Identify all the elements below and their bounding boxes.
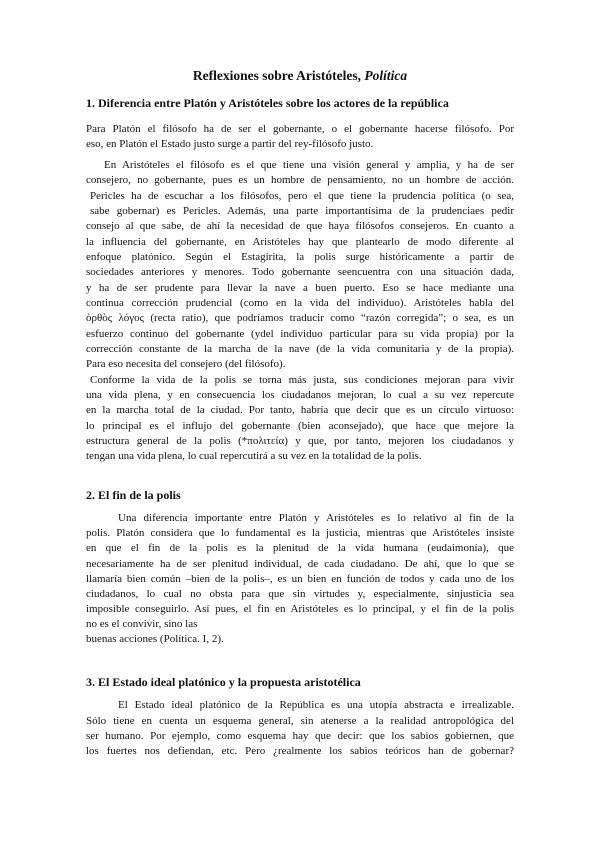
paragraph-line: Para eso necesita del consejero (del filósofo). — [86, 358, 286, 370]
paragraph-line: enfoque platónico. Según el Estagirita, la polis surge históricamente a partir de — [86, 251, 514, 263]
section-heading-2: 2. El fin de la polis — [86, 488, 181, 502]
paragraph-line: consejero, no gobernante, pues es un hombre de pensamiento, no un hombre de acción. — [86, 174, 514, 186]
paragraph-line: buenas acciones (Política. I, 2). — [86, 633, 224, 645]
paragraph-line: necesariamente ha de ser plenitud individual, de cada ciudadano. De ahí, que lo que se — [86, 558, 514, 570]
section-heading-1: 1. Diferencia entre Platón y Aristóteles sobre los actores de la república — [86, 96, 449, 110]
paragraph-line: Para Platón el filósofo ha de ser el gobernante, o el gobernante hacerse filósofo. Por — [86, 123, 514, 135]
title-text: Reflexiones sobre Aristóteles, — [192, 68, 365, 83]
paragraph-line: sociedades anteriores y menores. Todo gobernante seencuentra con una situación dada, — [86, 266, 514, 278]
document-title — [0, 68, 600, 84]
section-heading-3: 3. El Estado ideal platónico y la propuesta aristotélica — [86, 675, 361, 689]
paragraph-line: tengan una vida plena, lo cual repercutirá a su vez en la totalidad de la polis. — [86, 450, 422, 462]
paragraph-line: lo principal es el influjo del gobernante (bien aconsejado), que hace que mejore la — [86, 420, 514, 432]
paragraph-line: llamaría bien común –bien de la polis–, es un bien en función de todos y cada uno de los — [86, 573, 514, 585]
paragraph-line: sabe gobernar) es Pericles. Además, una parte importantísima de la prudenciaes pedir — [90, 205, 514, 217]
paragraph-line: en la marcha total de la ciudad. Por tanto, habría que decir que es un círculo virtuoso: — [86, 404, 514, 416]
paragraph-line: ser humano. Por ejemplo, como esquema hay que decir: que los sabios gobiernen, que — [86, 730, 514, 742]
paragraph-line: los fuertes nos defiendan, etc. Pero ¿realmente los sabios teóricos han de gobernar? — [86, 745, 514, 757]
paragraph-line: esfuerzo continuo del gobernante (ydel individuo particular para su vida propia) por la — [86, 328, 514, 340]
paragraph-line: eso, en Platón el Estado justo surge a partir del rey-filósofo justo. — [86, 138, 374, 150]
paragraph-line: estructura general de la polis (*πολιτεία) y que, por tanto, mejoren los ciudadanos y — [86, 435, 514, 447]
paragraph-line: continua corrección prudencial (como en la vida del individuo). Aristóteles habla del — [86, 297, 514, 309]
paragraph-line: la influencia del gobernante, en Aristóteles hay que plantearlo de modo diferente al — [86, 236, 514, 248]
paragraph-line: Pericles ha de escuchar a los filósofos, pero el que tiene la prudencia política (o sea, — [90, 190, 514, 202]
paragraph-line: Sólo tiene en cuenta un esquema general, sin atenerse a la realidad antropológica del — [86, 715, 514, 727]
paragraph-line: Conforme la vida de la polis se torna más justa, sus condiciones mejoran para vivir — [90, 374, 514, 386]
paragraph-line: Una diferencia importante entre Platón y Aristóteles es lo relativo al fin de la — [118, 512, 514, 524]
paragraph-line: y ha de ser prudente para llevar la nave a buen puerto. Eso se hace mediante una — [86, 282, 514, 294]
paragraph-line: una vida plena, y en consecuencia los ciudadanos mejoran, lo cual a su vez repercute — [86, 389, 514, 401]
paragraph-line: El Estado ideal platónico de la República es una utopía abstracta e irrealizable. — [118, 699, 514, 711]
paragraph-line: en que el fin de la polis es la plenitud de la vida humana (eudaimonía), que — [86, 542, 514, 554]
paragraph-line: corrección constante de la marcha de la nave (de la vida comunitaria y de la propia). — [86, 343, 514, 355]
paragraph-line: ciudadanos, lo cual no obsta para que sin virtudes y, especialmente, sinjusticia sea — [86, 588, 514, 600]
paragraph-line: consejo al que sabe, de ahí la necesidad de que haya filósofos consejeros. En cuanto a — [86, 220, 514, 232]
paragraph-line: imposible conseguirlo. Así pues, el fin en Aristóteles es lo principal, y el fin de la polis — [86, 603, 514, 615]
paragraph-line: polis. Platón considera que lo fundamental es la justicia, mientras que Aristóteles insiste — [86, 527, 514, 539]
paragraph-line: ὀρθὸς λόγος (recta ratio), que podríamos traducir como “razón corregida”; o sea, es un — [86, 312, 514, 324]
paragraph-line: En Aristóteles el filósofo es el que tiene una visión general y amplia, y ha de ser — [104, 159, 514, 171]
title-work-name: Política — [364, 68, 408, 83]
paragraph-line: no es el convivir, sino las — [86, 618, 198, 630]
